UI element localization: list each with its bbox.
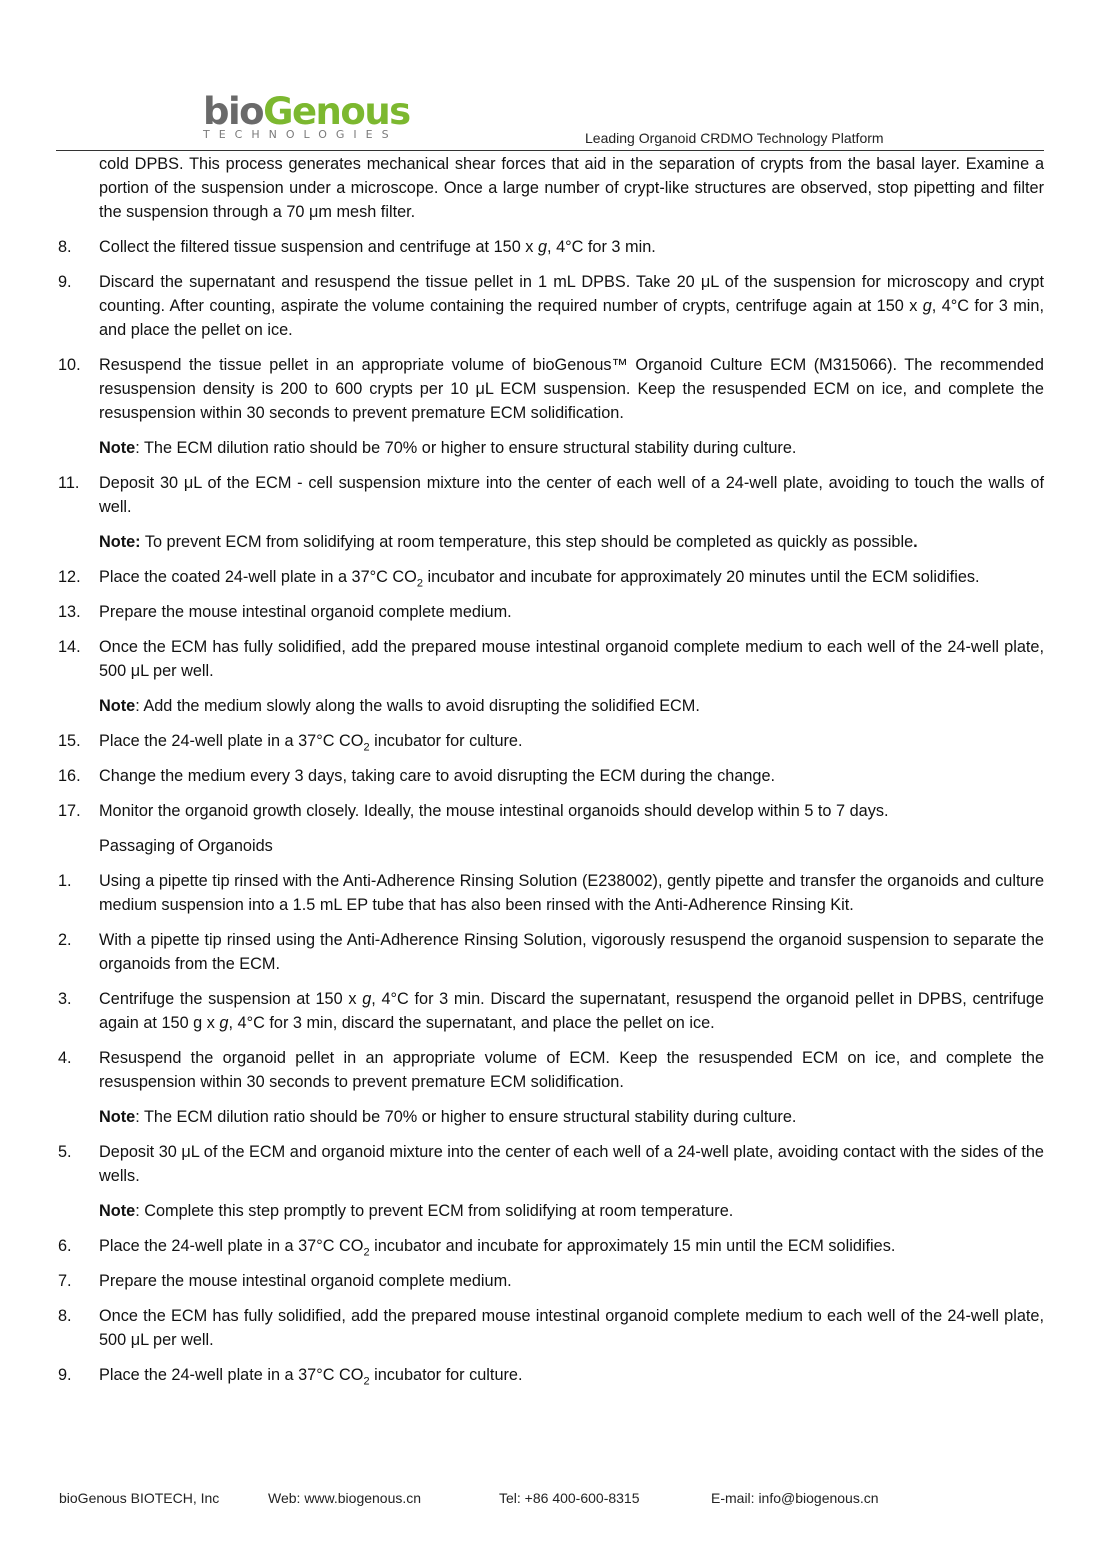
logo-wordmark: bioGenous: [203, 90, 410, 133]
step-11: 11. Deposit 30 μL of the ECM - cell suspension mixture into the center of each well of a 24-well plate, avoiding to touch the walls of well.: [58, 474, 1044, 516]
footer-web-link[interactable]: Web: www.biogenous.cn: [268, 1490, 422, 1506]
step-8: 8. Collect the filtered tissue suspension and centrifuge at 150 x g, 4°C for 3 min.: [58, 238, 656, 256]
step-15: 15. Place the 24-well plate in a 37°C $CO_2$ incubator for culture.: [58, 732, 523, 754]
passage-step-4: 4. Resuspend the organoid pellet in an appropriate volume of ECM. Keep the resuspended ECM on ice, and complete the resuspension within 30 seconds to prevent premature ECM solidification.: [58, 1049, 1044, 1091]
passage-step-5: 5. Deposit 30 μL of the ECM and organoid mixture into the center of each well of a 24-well plate, avoiding contact with the sides of the wells.: [58, 1143, 1044, 1185]
note-step-14: Note: Add the medium slowly along the walls to avoid disrupting the solidified ECM.: [99, 697, 700, 715]
header-tagline: Leading Organoid CRDMO Technology Platform: [585, 130, 884, 146]
footer-company: bioGenous BIOTECH, Inc: [59, 1490, 220, 1506]
passage-step-3: 3. Centrifuge the suspension at 150 x g, 4°C for 3 min. Discard the supernatant, resuspend the organoid pellet in DPBS, centrifuge again at 150 g x g, 4°C for 3 min, discard the supernatant, and place the pellet on ice.: [58, 990, 1044, 1032]
step-16: 16. Change the medium every 3 days, taking care to avoid disrupting the ECM during the change.: [58, 767, 776, 785]
document-body: [58, 152, 1044, 1398]
logo-subtitle: TECHNOLOGIES: [203, 128, 398, 141]
step-12: 12. Place the coated 24-well plate in a 37°C $CO_2$ incubator and incubate for approximately 20 minutes until the ECM solidifies.: [58, 568, 980, 590]
note-step-11: Note: To prevent ECM from solidifying at room temperature, this step should be completed as quickly as possible.: [99, 533, 918, 551]
step-13: 13. Prepare the mouse intestinal organoid complete medium.: [58, 603, 512, 621]
header-divider: [56, 150, 1044, 151]
passage-step-7: 7. Prepare the mouse intestinal organoid complete medium.: [58, 1272, 512, 1290]
section-title-passaging: Passaging of Organoids: [99, 837, 273, 855]
passage-step-8: 8. Once the ECM has fully solidified, add the prepared mouse intestinal organoid complete medium to each well of the 24-well plate, 500 μL per well.: [58, 1307, 1044, 1349]
footer-email-link[interactable]: E-mail: info@biogenous.cn: [711, 1490, 879, 1506]
step-17: 17. Monitor the organoid growth closely. Ideally, the mouse intestinal organoids should develop within 5 to 7 days.: [58, 802, 889, 820]
step-14: 14. Once the ECM has fully solidified, add the prepared mouse intestinal organoid complete medium to each well of the 24-well plate, 500 μL per well.: [58, 638, 1044, 680]
passage-step-1: 1. Using a pipette tip rinsed with the Anti-Adherence Rinsing Solution (E238002), gently pipette and transfer the organoids and culture medium suspension into a 1.5 mL EP tube that has also been rinsed with the Anti-Adherence Rinsing Kit.: [58, 872, 1044, 914]
footer-tel: Tel: +86 400-600-8315: [499, 1490, 640, 1506]
passage-step-6: 6. Place the 24-well plate in a 37°C $CO_2$ incubator and incubate for approximately 15 min until the ECM solidifies.: [58, 1237, 896, 1259]
step-9: 9. Discard the supernatant and resuspend the tissue pellet in 1 mL DPBS. Take 20 μL of the suspension for microscopy and crypt counting. After counting, aspirate the volume containing the required number of crypts, centrifuge again at 150 x g, 4°C for 3 min, and place the pellet on ice.: [58, 273, 1044, 339]
note-passage-step-5: Note: Complete this step promptly to prevent ECM from solidifying at room temperature.: [99, 1202, 734, 1220]
passage-step-2: 2. With a pipette tip rinsed using the Anti-Adherence Rinsing Solution, vigorously resuspend the organoid suspension to separate the organoids from the ECM.: [58, 931, 1044, 973]
passage-step-9: 9. Place the 24-well plate in a 37°C $CO_2$ incubator for culture.: [58, 1366, 523, 1388]
step-10: 10. Resuspend the tissue pellet in an appropriate volume of bioGenous™ Organoid Culture ECM (M315066). The recommended resuspension density is 200 to 600 crypts per 10 μL ECM suspension. Keep the resuspended ECM on ice, and complete the resuspension within 30 seconds to prevent premature ECM solidification.: [58, 356, 1044, 422]
company-logo: [203, 92, 410, 141]
intro-paragraph: cold DPBS. This process generates mechanical shear forces that aid in the separation of crypts from the basal layer. Examine a portion of the suspension under a microscope. Once a large number of crypt-like structures are observed, stop pipetting and filter the suspension through a 70 μm mesh filter.: [99, 155, 1044, 221]
note-step-10: Note: The ECM dilution ratio should be 70% or higher to ensure structural stability during culture.: [99, 439, 797, 457]
note-passage-step-4: Note: The ECM dilution ratio should be 70% or higher to ensure structural stability during culture.: [99, 1108, 797, 1126]
